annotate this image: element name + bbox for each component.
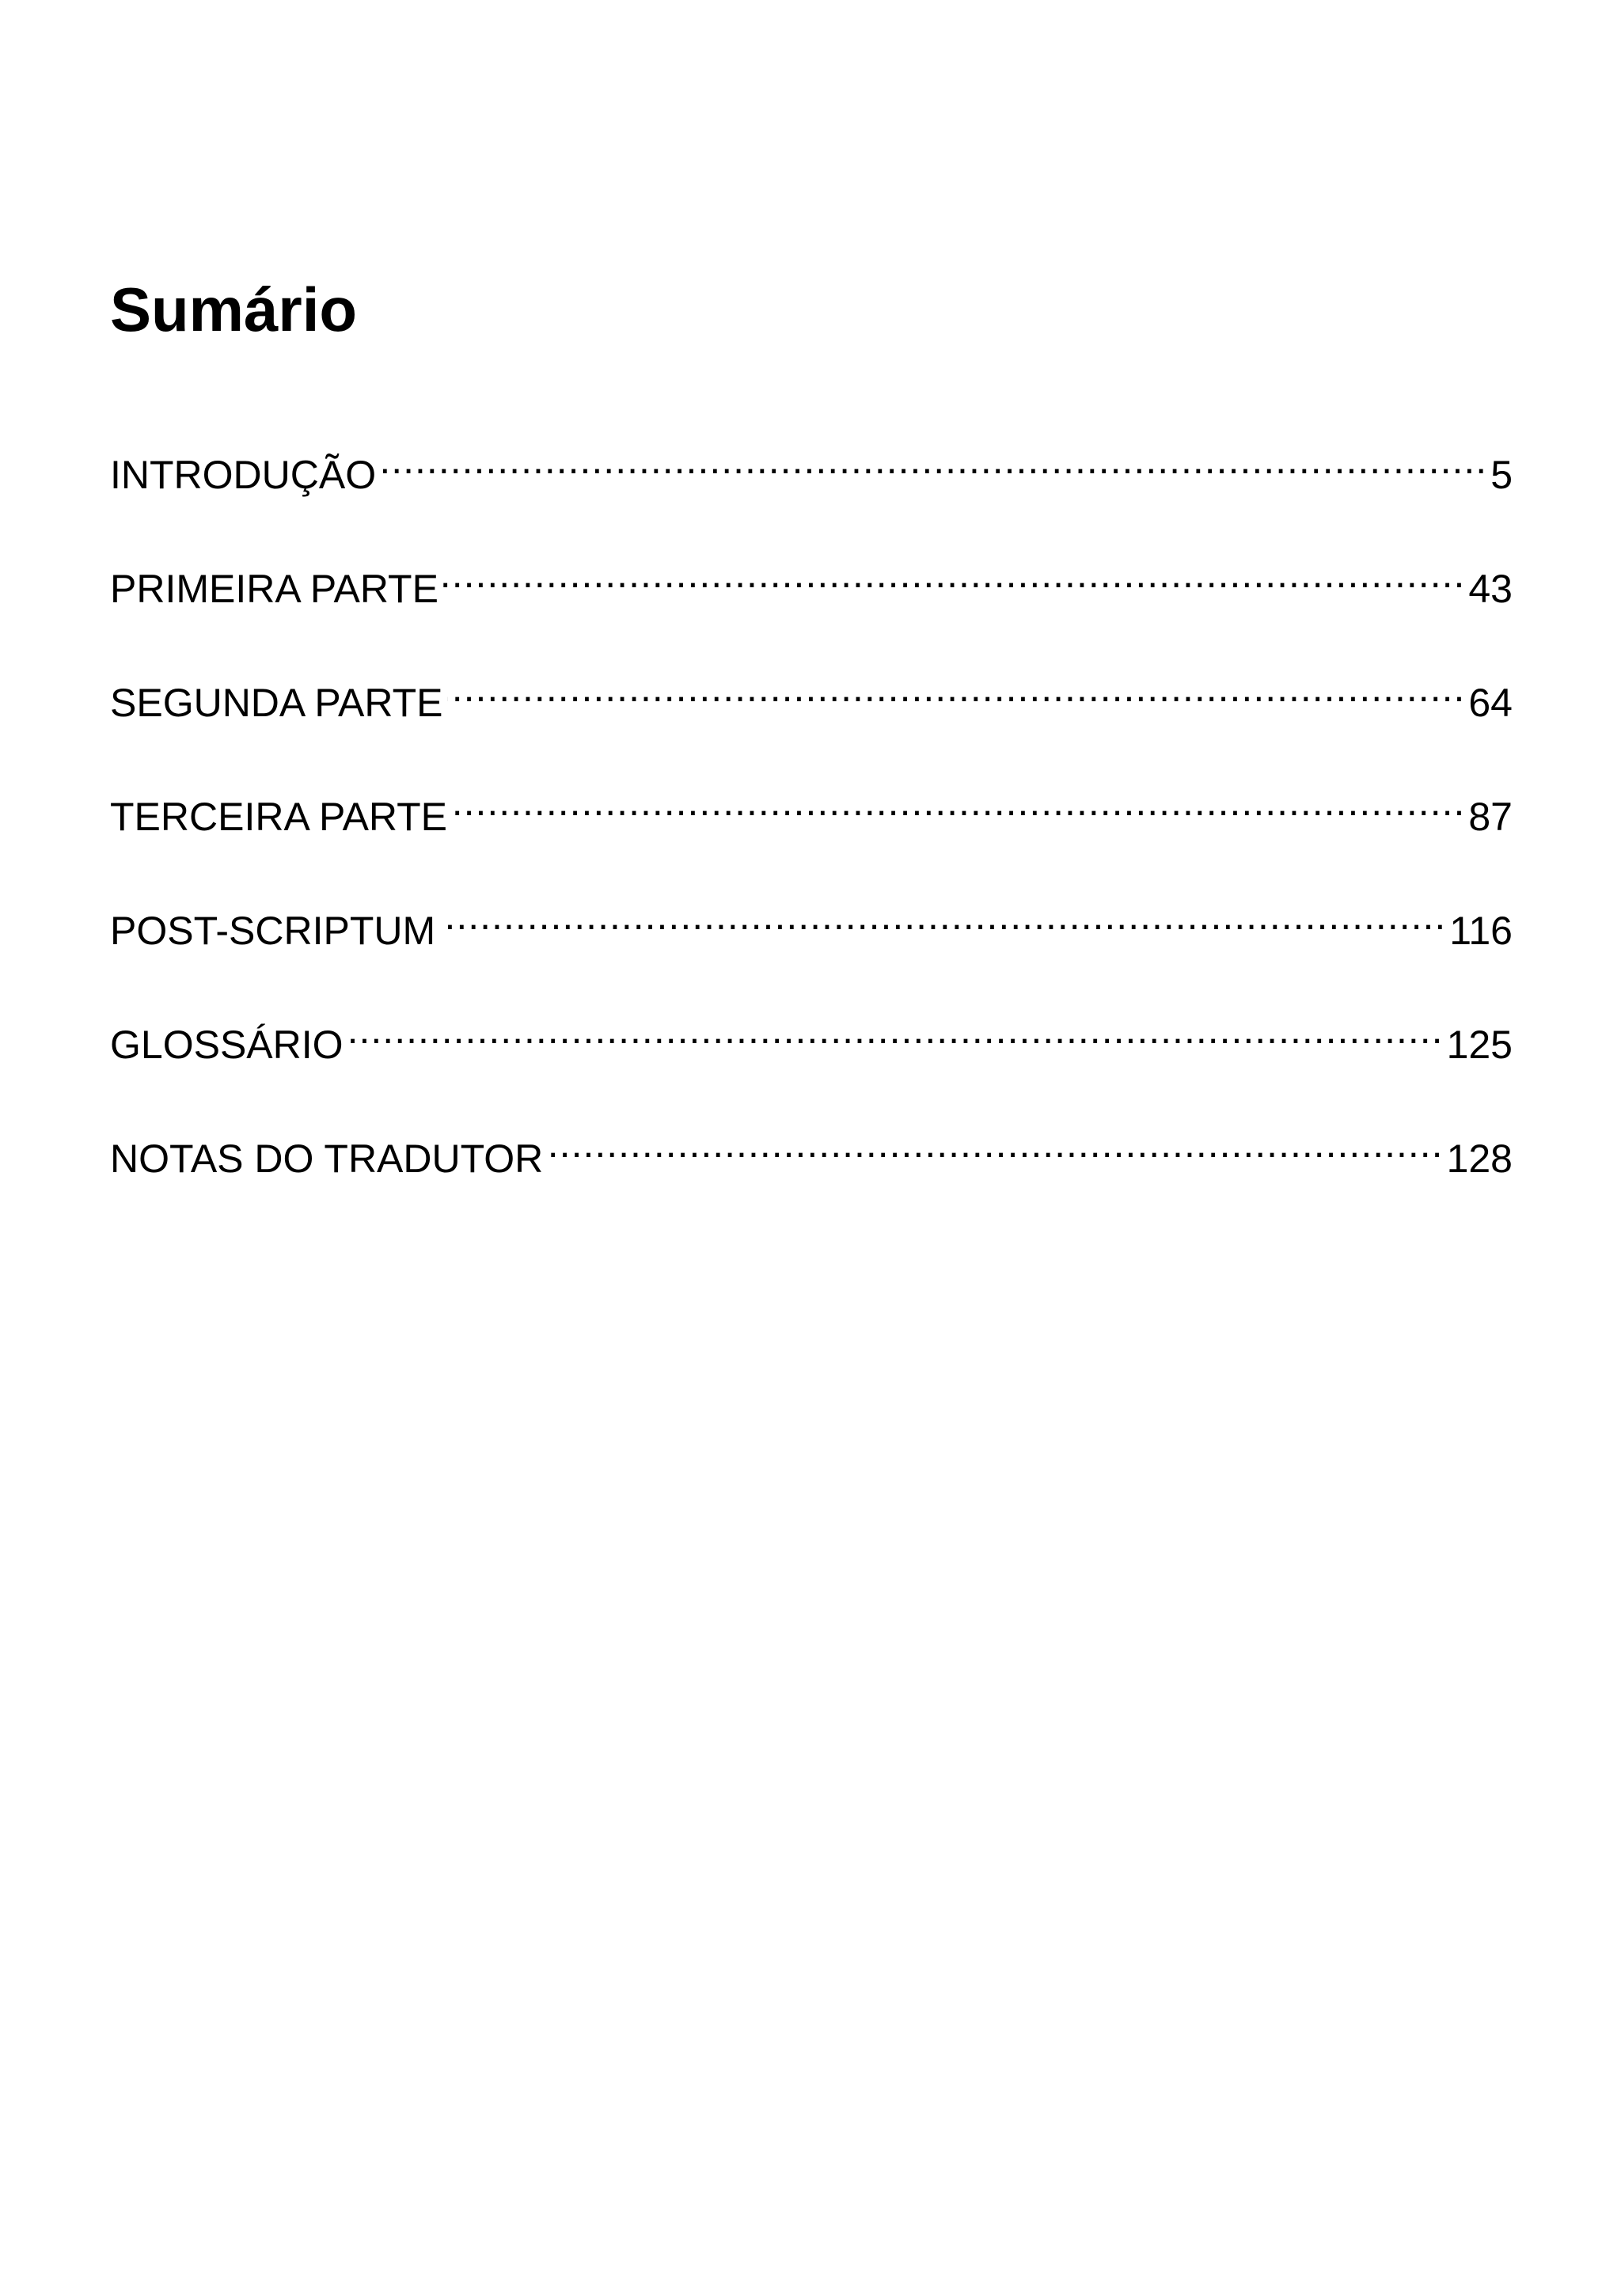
toc-entry-page-number: 128 [1446, 1137, 1513, 1181]
toc-entry-label: TERCEIRA PARTE [110, 795, 448, 839]
toc-entry-notas-do-tradutor[interactable] [110, 1115, 1513, 1229]
toc-entry-page-number: 116 [1449, 909, 1513, 953]
toc-entry-segunda-parte[interactable] [110, 659, 1513, 773]
dot-leader [348, 1001, 1444, 1058]
toc-entry-label: SEGUNDA PARTE [110, 681, 443, 725]
toc-entry-page-number: 5 [1490, 453, 1513, 497]
toc-entry-terceira-parte[interactable] [110, 773, 1513, 887]
toc-entry-label: INTRODUÇÃO [110, 453, 377, 497]
table-of-contents [110, 431, 1513, 1229]
dot-leader [447, 659, 1465, 716]
dot-leader [548, 1115, 1443, 1172]
toc-entry-page-number: 125 [1446, 1023, 1513, 1067]
dot-leader [452, 773, 1465, 830]
toc-entry-page-number: 64 [1468, 681, 1513, 725]
toc-entry-glossario[interactable] [110, 1001, 1513, 1115]
toc-entry-page-number: 43 [1468, 567, 1513, 611]
toc-entry-post-scriptum[interactable] [110, 887, 1513, 1001]
toc-entry-primeira-parte[interactable] [110, 545, 1513, 659]
dot-leader [443, 545, 1465, 602]
toc-entry-label: POST-SCRIPTUM [110, 909, 436, 953]
toc-entry-label: GLOSSÁRIO [110, 1023, 344, 1067]
toc-entry-label: NOTAS DO TRADUTOR [110, 1137, 544, 1181]
toc-entry-page-number: 87 [1468, 795, 1513, 839]
dot-leader [381, 431, 1487, 488]
toc-entry-label: PRIMEIRA PARTE [110, 567, 438, 611]
dot-leader [440, 887, 1446, 944]
toc-entry-introducao[interactable] [110, 431, 1513, 545]
page-title: Sumário [110, 275, 358, 344]
